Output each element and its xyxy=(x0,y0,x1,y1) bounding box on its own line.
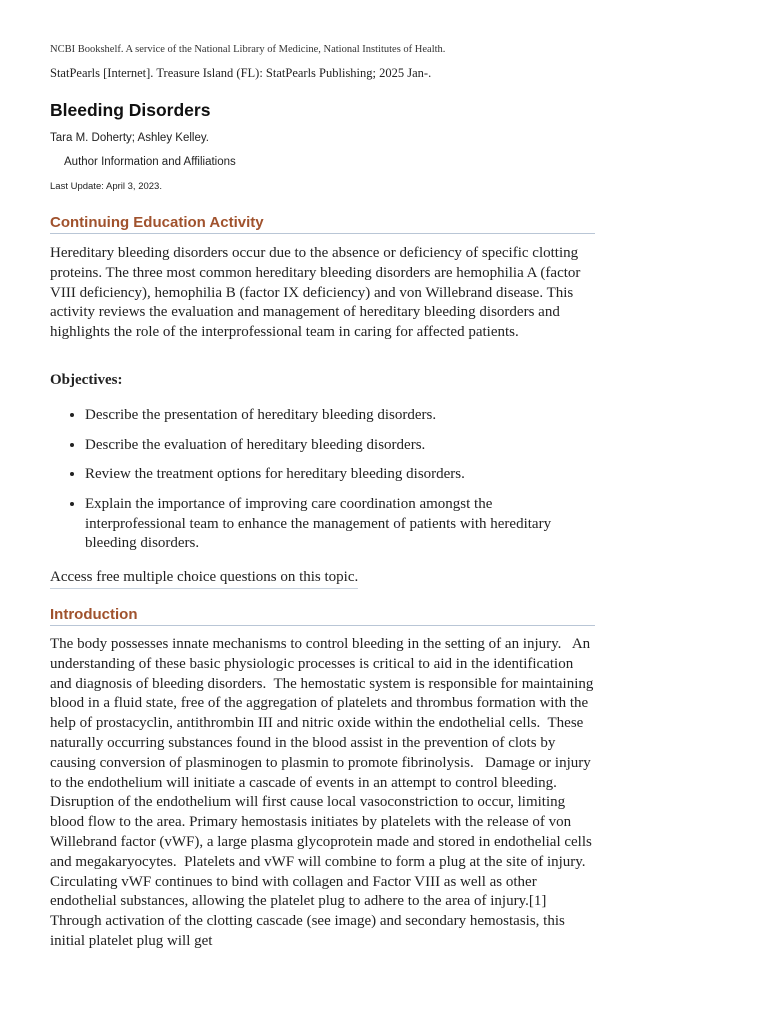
introduction-paragraph: The body possesses innate mechanisms to control bleeding in the setting of an injury. An understanding of these basic physiologic processes is critical to aid in the identification and diagnosis of bleeding disorders. The hemostatic system is responsible for maintaining blood in a fluid state, free of the aggregation of platelets and thrombus formation with the help of prostacyclin, antithrombin III and nitric oxide within the endothelial cells. These naturally occurring substances found in the blood assist in the prevention of clots by causing conversion of plasminogen to plasmin to promote fibrinolysis. Damage or injury to the endothelium will initiate a cascade of events in an attempt to control bleeding. Disruption of the endothelium will first cause local vasoconstriction to occur, limiting blood flow to the area. Primary hemostasis initiates by platelets with the release of von Willebrand factor (vWF), a large plasma glycoprotein made and stored in endothelial cells and megakaryocytes. Platelets and vWF will combine to form a plug at the site of injury. Circulating vWF continues to bind with collagen and Factor VIII as well as other endothelial substances, allowing the platelet plug to adhere to the area of injury.[1] Through activation of the clotting cascade (see image) and secondary hemostasis, this initial platelet plug will get xyxy=(50,636,594,949)
objective-item: • Describe the evaluation of hereditary bleeding disorders. xyxy=(85,436,596,456)
objectives-list xyxy=(50,406,596,564)
authors: Tara M. Doherty; Ashley Kelley. xyxy=(50,132,209,144)
objective-item: • Explain the importance of improving care coordination amongst the interprofessional team to enhance the management of patients with hereditary bleeding disorders. xyxy=(85,495,596,554)
ncbi-bookshelf-notice: NCBI Bookshelf. A service of the National Library of Medicine, National Institutes of Health. xyxy=(50,44,446,55)
last-update: Last Update: April 3, 2023. xyxy=(50,181,162,192)
author-info-link[interactable]: Author Information and Affiliations xyxy=(64,156,236,168)
objective-item: • Describe the presentation of hereditary bleeding disorders. xyxy=(85,406,596,426)
objectives-label: Objectives: xyxy=(50,372,123,388)
section-heading-continuing-education: Continuing Education Activity xyxy=(50,214,595,234)
section-heading-introduction: Introduction xyxy=(50,606,595,626)
statpearls-citation: StatPearls [Internet]. Treasure Island (FL): StatPearls Publishing; 2025 Jan-. xyxy=(50,66,432,80)
access-questions-link[interactable]: Access free multiple choice questions on this topic. xyxy=(50,568,358,589)
page-title: Bleeding Disorders xyxy=(50,100,211,120)
continuing-education-paragraph: Hereditary bleeding disorders occur due to the absence or deficiency of specific clotting proteins. The three most common hereditary bleeding disorders are hemophilia A (factor VIII deficiency), hemophilia B (factor IX deficiency) and von Willebrand disease. This activity reviews the evaluation and management of hereditary bleeding disorders and highlights the role of the interprofessional team in caring for affected patients. xyxy=(50,245,581,341)
objective-item: • Review the treatment options for hereditary bleeding disorders. xyxy=(85,465,596,485)
